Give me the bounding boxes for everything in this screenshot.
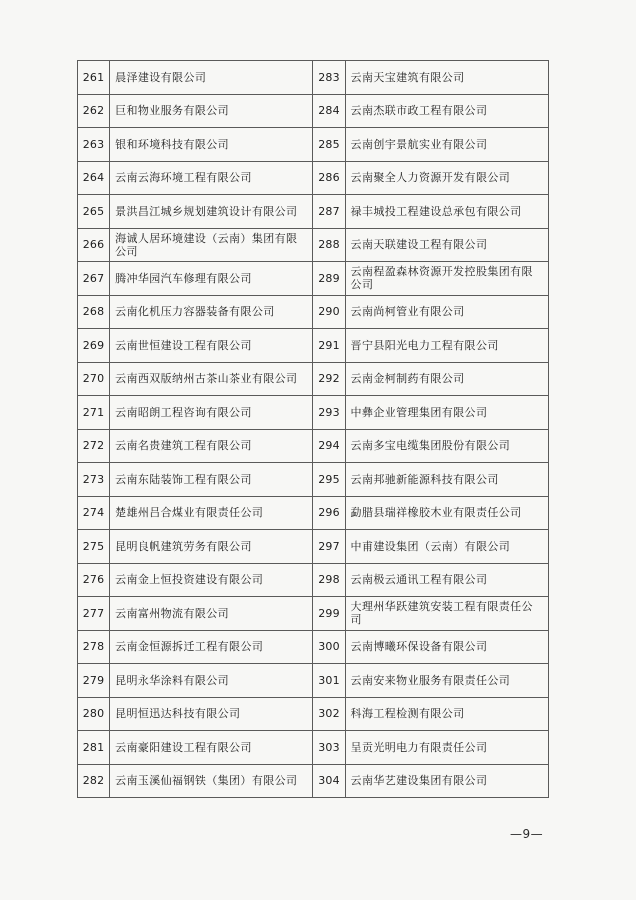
table-row (78, 429, 549, 463)
left-company-name-cell: 云南世恒建设工程有限公司 (110, 329, 313, 363)
table-row (78, 496, 549, 530)
right-number-cell: 295 (313, 463, 345, 497)
right-company-name-cell: 云南华艺建设集团有限公司 (345, 764, 548, 798)
right-number-cell: 297 (313, 530, 345, 564)
left-number-cell: 266 (78, 228, 110, 262)
left-company-name-cell: 云南东陆装饰工程有限公司 (110, 463, 313, 497)
left-company-name-cell: 云南西双版纳州古茶山茶业有限公司 (110, 362, 313, 396)
left-company-name-cell: 昆明永华涂料有限公司 (110, 664, 313, 698)
right-company-name-cell: 云南程盈森林资源开发控股集团有限公司 (345, 262, 548, 296)
right-number-cell: 301 (313, 664, 345, 698)
left-company-name-cell: 云南富州物流有限公司 (110, 597, 313, 631)
right-company-name-cell: 云南杰联市政工程有限公司 (345, 94, 548, 128)
left-company-name-cell: 巨和物业服务有限公司 (110, 94, 313, 128)
right-number-cell: 291 (313, 329, 345, 363)
right-company-name-cell: 云南博曦环保设备有限公司 (345, 630, 548, 664)
left-number-cell: 278 (78, 630, 110, 664)
left-company-name-cell: 云南昭朗工程咨询有限公司 (110, 396, 313, 430)
left-number-cell: 270 (78, 362, 110, 396)
table-row (78, 563, 549, 597)
left-number-cell: 271 (78, 396, 110, 430)
right-number-cell: 293 (313, 396, 345, 430)
left-number-cell: 262 (78, 94, 110, 128)
right-number-cell: 285 (313, 128, 345, 162)
left-company-name-cell: 昆明恒迅达科技有限公司 (110, 697, 313, 731)
right-company-name-cell: 中甫建设集团（云南）有限公司 (345, 530, 548, 564)
left-company-name-cell: 云南云海环境工程有限公司 (110, 161, 313, 195)
right-company-name-cell: 云南创宇景航实业有限公司 (345, 128, 548, 162)
left-company-name-cell: 云南化机压力容器装备有限公司 (110, 295, 313, 329)
right-company-name-cell: 中彝企业管理集团有限公司 (345, 396, 548, 430)
right-company-name-cell: 云南尚柯管业有限公司 (345, 295, 548, 329)
left-number-cell: 282 (78, 764, 110, 798)
left-number-cell: 275 (78, 530, 110, 564)
right-number-cell: 289 (313, 262, 345, 296)
left-number-cell: 263 (78, 128, 110, 162)
right-company-name-cell: 云南多宝电缆集团股份有限公司 (345, 429, 548, 463)
table-row (78, 362, 549, 396)
table-row (78, 697, 549, 731)
left-number-cell: 279 (78, 664, 110, 698)
company-list-table (77, 60, 549, 798)
company-list-body (78, 61, 549, 798)
left-company-name-cell: 银和环境科技有限公司 (110, 128, 313, 162)
table-row (78, 463, 549, 497)
left-number-cell: 268 (78, 295, 110, 329)
right-company-name-cell: 大理州华跃建筑安装工程有限责任公司 (345, 597, 548, 631)
table-row (78, 295, 549, 329)
page-number: —9— (510, 827, 544, 841)
right-company-name-cell: 晋宁县阳光电力工程有限公司 (345, 329, 548, 363)
table-row (78, 228, 549, 262)
right-company-name-cell: 云南天宝建筑有限公司 (345, 61, 548, 95)
right-company-name-cell: 科海工程检测有限公司 (345, 697, 548, 731)
right-number-cell: 302 (313, 697, 345, 731)
right-company-name-cell: 勐腊县瑞祥橡胶木业有限责任公司 (345, 496, 548, 530)
left-number-cell: 269 (78, 329, 110, 363)
left-company-name-cell: 晨泽建设有限公司 (110, 61, 313, 95)
table-row (78, 731, 549, 765)
left-number-cell: 274 (78, 496, 110, 530)
left-number-cell: 276 (78, 563, 110, 597)
left-company-name-cell: 云南豪阳建设工程有限公司 (110, 731, 313, 765)
right-number-cell: 300 (313, 630, 345, 664)
left-company-name-cell: 腾冲华园汽车修理有限公司 (110, 262, 313, 296)
right-company-name-cell: 禄丰城投工程建设总承包有限公司 (345, 195, 548, 229)
right-company-name-cell: 云南安来物业服务有限责任公司 (345, 664, 548, 698)
table-row (78, 262, 549, 296)
left-number-cell: 264 (78, 161, 110, 195)
table-row (78, 329, 549, 363)
left-number-cell: 265 (78, 195, 110, 229)
left-company-name-cell: 楚雄州吕合煤业有限责任公司 (110, 496, 313, 530)
right-number-cell: 287 (313, 195, 345, 229)
table-row (78, 161, 549, 195)
right-company-name-cell: 云南天联建设工程有限公司 (345, 228, 548, 262)
left-company-name-cell: 云南名贵建筑工程有限公司 (110, 429, 313, 463)
right-number-cell: 298 (313, 563, 345, 597)
right-company-name-cell: 云南邦驰新能源科技有限公司 (345, 463, 548, 497)
left-company-name-cell: 云南金恒源拆迁工程有限公司 (110, 630, 313, 664)
table-row (78, 597, 549, 631)
table-row (78, 94, 549, 128)
table-row (78, 195, 549, 229)
right-number-cell: 286 (313, 161, 345, 195)
table-row (78, 664, 549, 698)
table-row (78, 396, 549, 430)
right-number-cell: 290 (313, 295, 345, 329)
left-company-name-cell: 海诚人居环境建设（云南）集团有限公司 (110, 228, 313, 262)
right-number-cell: 294 (313, 429, 345, 463)
left-number-cell: 273 (78, 463, 110, 497)
table-row (78, 61, 549, 95)
table-row (78, 764, 549, 798)
right-company-name-cell: 云南聚全人力资源开发有限公司 (345, 161, 548, 195)
table-row (78, 128, 549, 162)
left-company-name-cell: 昆明良帆建筑劳务有限公司 (110, 530, 313, 564)
left-number-cell: 280 (78, 697, 110, 731)
left-company-name-cell: 云南玉溪仙福钢铁（集团）有限公司 (110, 764, 313, 798)
right-number-cell: 303 (313, 731, 345, 765)
right-number-cell: 292 (313, 362, 345, 396)
right-number-cell: 288 (313, 228, 345, 262)
right-company-name-cell: 云南金柯制药有限公司 (345, 362, 548, 396)
left-number-cell: 277 (78, 597, 110, 631)
left-company-name-cell: 景洪昌江城乡规划建筑设计有限公司 (110, 195, 313, 229)
left-company-name-cell: 云南金上恒投资建设有限公司 (110, 563, 313, 597)
left-number-cell: 281 (78, 731, 110, 765)
right-number-cell: 283 (313, 61, 345, 95)
right-company-name-cell: 呈贡光明电力有限责任公司 (345, 731, 548, 765)
right-number-cell: 304 (313, 764, 345, 798)
table-row (78, 630, 549, 664)
right-number-cell: 284 (313, 94, 345, 128)
table-row (78, 530, 549, 564)
company-list-table-wrapper (77, 60, 549, 798)
right-number-cell: 296 (313, 496, 345, 530)
right-number-cell: 299 (313, 597, 345, 631)
left-number-cell: 272 (78, 429, 110, 463)
left-number-cell: 267 (78, 262, 110, 296)
left-number-cell: 261 (78, 61, 110, 95)
right-company-name-cell: 云南极云通讯工程有限公司 (345, 563, 548, 597)
